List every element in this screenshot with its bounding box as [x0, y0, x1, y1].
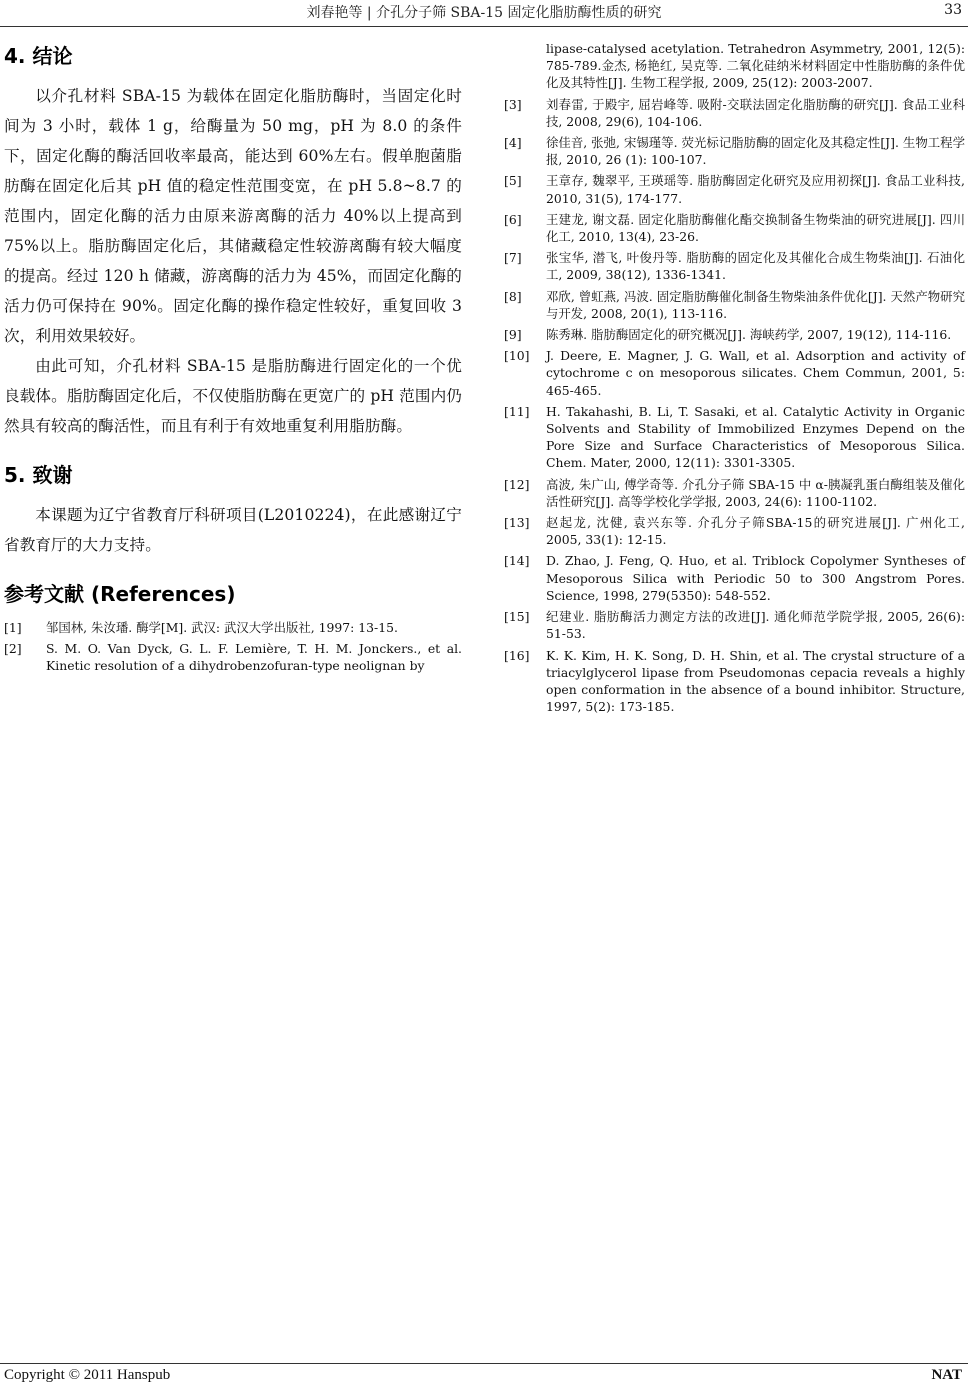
- conclusion-paragraph-2: 由此可知，介孔材料 SBA-15 是脂肪酶进行固定化的一个优良载体。脂肪酶固定化后，不仅使脂肪酶在更宽广的 pH 范围内仍然具有较高的酶活性，而且有利于有效地重复利用脂肪酶。: [4, 357, 462, 435]
- reference-item: [504, 172, 965, 206]
- reference-text: 纪建业. 脂肪酶活力测定方法的改进[J]. 通化师范学院学报, 2005, 26(6): 51-53.: [546, 609, 965, 642]
- page-footer: [0, 1363, 968, 1387]
- reference-text: S. M. O. Van Dyck, G. L. F. Lemière, T. H. M. Jonckers., et al. Kinetic resolution of a dihydrobenzofuran-type neolignan by: [46, 641, 462, 674]
- reference-item: [504, 403, 965, 472]
- reference-text: D. Zhao, J. Feng, Q. Huo, et al. Triblock Copolymer Syntheses of Mesoporous Silica with Periodic 50 to 300 Angstrom Pores. Science, 1998, 279(5350): 548-552.: [546, 553, 965, 603]
- reference-text: J. Deere, E. Magner, J. G. Wall, et al. Adsorption and activity of cytochrome c on mesoporous silicates. Chem Commun, 2001, 5: 465-465.: [546, 348, 965, 398]
- reference-item: [4, 619, 462, 636]
- reference-item: [504, 134, 965, 168]
- section-heading-conclusion: 4. 结论: [4, 44, 73, 68]
- reference-number: [14]: [504, 553, 530, 569]
- reference-number: [11]: [504, 403, 530, 419]
- reference-number: [3]: [504, 96, 522, 112]
- reference-text: 高波, 朱广山, 傅学奇等. 介孔分子筛 SBA-15 中 α-胰凝乳蛋白酶组装及催化活性研究[J]. 高等学校化学学报, 2003, 24(6): 1100-1102.: [546, 476, 965, 509]
- reference-text: lipase-catalysed acetylation. Tetrahedron Asymmetry, 2001, 12(5): 785-789.金杰, 杨艳红, 吴克等. 二氧化硅纳米材料固定中性脂肪酶的条件优化及其特性[J]. 生物工程学报, 2009, 25(12): 2003-2007.: [546, 41, 965, 91]
- conclusion-paragraph-1: 以介孔材料 SBA-15 为载体在固定化脂肪酶时，当固定化时间为 3 小时，载体 1 g，给酶量为 50 mg，pH 为 8.0 的条件下，固定化酶的酶活回收率最高，能达到 60%左右。假单胞菌脂肪酶在固定化后其 pH 值的稳定性范围变宽，在 pH 5.8~8.7 的范围内，固定化酶的活力由原来游离酶的活力 40%以上提高到 75%以上。脂肪酶固定化后，其储藏稳定性较游离酶有较大幅度的提高。经过 120 h 储藏，游离酶的活力为 45%，而固定化酶的活力仍可保持在 90%。固定化酶的操作稳定性较好，重复回收 3 次，利用效果较好。: [4, 87, 462, 345]
- acknowledgement-paragraph: 本课题为辽宁省教育厅科研项目(L2010224)，在此感谢辽宁省教育厅的大力支持。: [4, 506, 462, 554]
- page-header: [0, 0, 968, 27]
- reference-item: [504, 608, 965, 642]
- reference-item: [504, 347, 965, 399]
- reference-number: [4]: [504, 135, 522, 151]
- reference-text: 张宝华, 潜飞, 叶俊丹等. 脂肪酶的固定化及其催化合成生物柴油[J]. 石油化工, 2009, 38(12), 1336-1341.: [546, 250, 965, 283]
- journal-abbreviation: NAT: [931, 1367, 962, 1383]
- reference-item: [4, 640, 462, 674]
- reference-text: 刘春雷, 于殿宇, 屈岩峰等. 吸附-交联法固定化脂肪酶的研究[J]. 食品工业科技, 2008, 29(6), 104-106.: [546, 96, 965, 129]
- reference-text: 徐佳音, 张弛, 宋锡瑾等. 荧光标记脂肪酶的固定化及其稳定性[J]. 生物工程学报, 2010, 26 (1): 100-107.: [546, 135, 965, 168]
- reference-item: [504, 288, 965, 322]
- reference-text: H. Takahashi, B. Li, T. Sasaki, et al. Catalytic Activity in Organic Solvents and Stability of Immobilized Enzymes Depend on the Pore Size and Surface Characteristics of Mesoporous Silica. Chem. Mater, 2000, 12(11): 3301-3305.: [546, 403, 965, 471]
- reference-text: 赵起龙, 沈健, 袁兴东等. 介孔分子筛SBA-15的研究进展[J]. 广州化工, 2005, 33(1): 12-15.: [546, 515, 965, 548]
- reference-list: [504, 96, 965, 716]
- reference-text: 王章存, 魏翠平, 王瑛瑶等. 脂肪酶固定化研究及应用初探[J]. 食品工业科技, 2010, 31(5), 174-177.: [546, 173, 965, 206]
- reference-continuation: [504, 40, 965, 92]
- running-title: 刘春艳等 | 介孔分子筛 SBA-15 固定化脂肪酶性质的研究: [306, 5, 662, 21]
- reference-text: 王建龙, 谢文磊. 固定化脂肪酶催化酯交换制备生物柴油的研究进展[J]. 四川化工, 2010, 13(4), 23-26.: [546, 211, 965, 245]
- page-number: 33: [944, 2, 962, 18]
- reference-number: [13]: [504, 515, 530, 531]
- reference-number: [10]: [504, 348, 530, 364]
- left-column: [4, 40, 462, 679]
- reference-text: 邓欣, 曾虹燕, 冯波. 固定脂肪酶催化制备生物柴油条件优化[J]. 天然产物研究与开发, 2008, 20(1), 113-116.: [546, 288, 965, 321]
- reference-item: [504, 514, 965, 548]
- reference-number: [6]: [504, 211, 522, 227]
- reference-number: [7]: [504, 250, 522, 266]
- reference-number: [15]: [504, 609, 530, 625]
- reference-item: [504, 249, 965, 283]
- reference-item: [504, 96, 965, 130]
- reference-text: K. K. Kim, H. K. Song, D. H. Shin, et al. The crystal structure of a triacylglycerol lipase from Pseudomonas cepacia reveals a highly open conformation in the absence of a bound inhibitor. Structure, 1997, 5(2): 173-185.: [546, 647, 965, 715]
- copyright-notice: Copyright © 2011 Hanspub: [4, 1367, 171, 1383]
- reference-number: [16]: [504, 647, 530, 663]
- reference-number: [2]: [4, 641, 22, 657]
- section-heading-acknowledgement: 5. 致谢: [4, 463, 73, 487]
- references-heading: 参考文献 (References): [4, 582, 236, 606]
- reference-item: [504, 326, 965, 343]
- reference-number: [1]: [4, 620, 22, 635]
- right-column: [504, 40, 965, 719]
- reference-number: [5]: [504, 173, 522, 189]
- reference-item: [504, 211, 965, 245]
- reference-item: [504, 647, 965, 716]
- reference-text: 邹国林, 朱汝璠. 酶学[M]. 武汉: 武汉大学出版社, 1997: 13-15.: [46, 620, 398, 635]
- reference-item: [504, 552, 965, 604]
- reference-text: 陈秀琳. 脂肪酶固定化的研究概况[J]. 海峡药学, 2007, 19(12), 114-116.: [546, 327, 952, 343]
- reference-number: [9]: [504, 327, 522, 343]
- reference-item: [504, 476, 965, 510]
- reference-number: [12]: [504, 476, 530, 492]
- reference-number: [8]: [504, 288, 522, 304]
